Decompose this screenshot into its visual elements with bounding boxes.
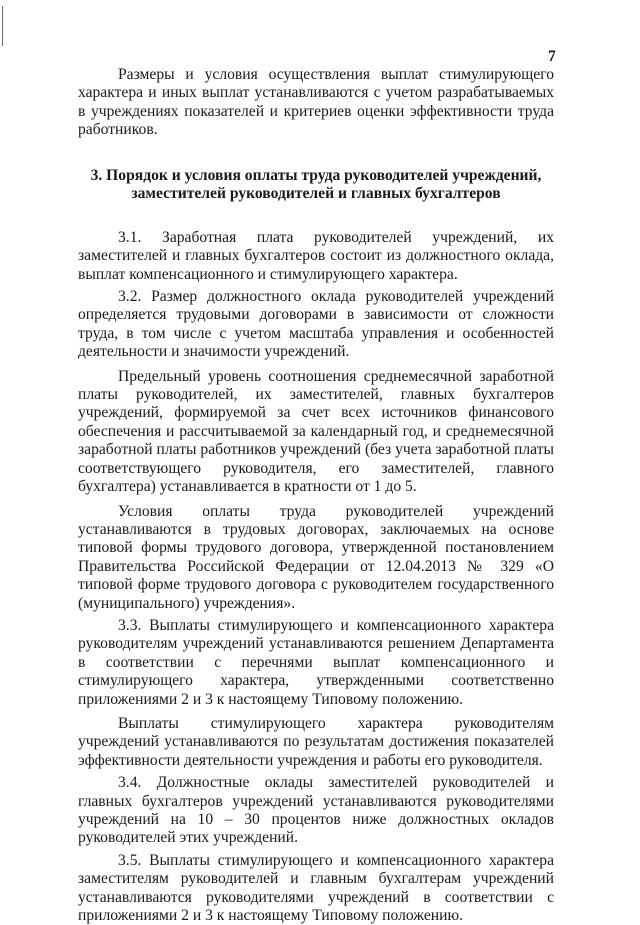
paragraph-3-3: 3.3. Выплаты стимулирующего и компенсационного характера руководителям учреждений устанавливаются решением Департамента в соответствии с перечнями выплат компенсационного и стимулирующего характера, утвержденными соответственно приложениями 2 и 3 к настоящему Типовому положению. xyxy=(78,616,554,708)
document-body xyxy=(78,66,554,925)
paragraph-incentive-payments: Выплаты стимулирующего характера руководителям учреждений устанавливаются по результатам достижения показателей эффективности деятельности учреждения и работы его руководителя. xyxy=(78,714,554,769)
section-title-line-1: 3. Порядок и условия оплаты труда руководителей учреждений, xyxy=(90,166,542,184)
paragraph-3-5: 3.5. Выплаты стимулирующего и компенсационного характера заместителям руководителей и главным бухгалтерам учреждений устанавливаются руководителями учреждений в соответствии с приложениями 2 и 3 к настоящему Типовому положению. xyxy=(78,851,554,925)
page-number: 7 xyxy=(548,48,556,65)
paragraph-3-2: 3.2. Размер должностного оклада руководителей учреждений определяется трудовыми договорами в зависимости от сложности труда, в том числе с учетом масштаба управления и особенностей деятельности и значимости учреждений. xyxy=(78,288,554,361)
paragraph-3-1: 3.1. Заработная плата руководителей учреждений, их заместителей и главных бухгалтеров состоит из должностного оклада, выплат компенсационного и стимулирующего характера. xyxy=(78,228,554,283)
paragraph-salary-ratio: Предельный уровень соотношения среднемесячной заработной платы руководителей, их заместителей, главных бухгалтеров учреждений, формируемой за счет всех источников финансового обеспечения и рассчитываемой за календарный год, и среднемесячной заработной платы работников учреждений (без учета заработной платы соответствующего руководителя, его заместителей, главного бухгалтера) устанавливается в кратности от 1 до 5. xyxy=(78,367,554,496)
section-title-line-2: заместителей руководителей и главных бухгалтеров xyxy=(131,185,501,203)
paragraph-3-4: 3.4. Должностные оклады заместителей руководителей и главных бухгалтеров учреждений устанавливаются руководителями учреждений на 10 – 30 процентов ниже должностных окладов руководителей этих учреждений. xyxy=(78,774,554,847)
section-title xyxy=(78,167,554,204)
intro-paragraph: Размеры и условия осуществления выплат стимулирующего характера и иных выплат устанавливаются с учетом разрабатываемых в учреждениях показателей и критериев оценки эффективности труда работников. xyxy=(78,66,554,139)
paragraph-contract-terms: Условия оплаты труда руководителей учреждений устанавливаются в трудовых договорах, заключаемых на основе типовой формы трудового договора, утвержденной постановлением Правительства Российской Федерации от 12.04.2013 № 329 «О типовой форме трудового договора с руководителем государственного (муниципального) учреждения». xyxy=(78,502,554,612)
scan-margin-mark xyxy=(2,6,3,46)
